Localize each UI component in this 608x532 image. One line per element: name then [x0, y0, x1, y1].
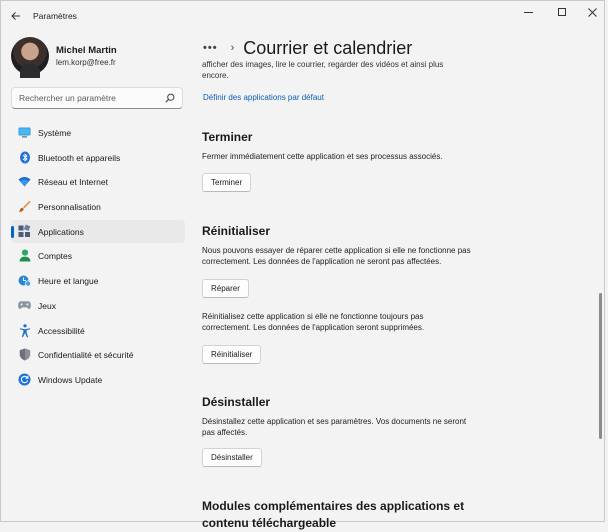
avatar [11, 37, 49, 75]
maximize-icon [558, 8, 566, 16]
sidebar-item-label: Comptes [38, 251, 73, 262]
monitor-icon [18, 126, 31, 139]
vertical-scrollbar[interactable] [599, 293, 602, 439]
sidebar-item-label: Accessibilité [38, 325, 85, 336]
arrow-left-icon [11, 11, 21, 21]
sidebar-item-confidentialite[interactable] [11, 343, 185, 366]
sidebar-item-label: Heure et langue [38, 276, 99, 287]
sidebar-item-label: Réseau et Internet [38, 177, 108, 188]
chevron-right-icon: › [230, 42, 235, 54]
search-input[interactable] [12, 88, 162, 108]
sidebar-item-bluetooth[interactable] [11, 146, 185, 169]
bluetooth-icon [18, 151, 31, 164]
search-box [11, 87, 183, 109]
shield-icon [18, 348, 31, 361]
minimize-icon [524, 12, 533, 13]
apps-icon [18, 225, 31, 238]
repair-button[interactable]: Réparer [202, 279, 249, 298]
sidebar-item-personnalisation[interactable] [11, 195, 185, 218]
gamepad-icon [18, 299, 31, 312]
brush-icon [18, 200, 31, 213]
terminate-heading: Terminer [202, 130, 253, 144]
partial-description: afficher des images, lire le courrier, regarder des vidéos et ainsi plus encore. [202, 60, 444, 80]
sidebar-item-windows-update[interactable] [11, 368, 185, 391]
sidebar-item-label: Confidentialité et sécurité [38, 350, 134, 361]
sidebar-item-comptes[interactable] [11, 244, 185, 267]
breadcrumb [203, 37, 412, 59]
wifi-icon [18, 175, 31, 188]
uninstall-button[interactable]: Désinstaller [202, 448, 262, 467]
sidebar-item-label: Applications [38, 226, 84, 237]
accessibility-icon [18, 324, 31, 337]
sidebar-item-jeux[interactable] [11, 294, 185, 317]
update-icon [18, 373, 31, 386]
sidebar-nav [11, 121, 185, 393]
sidebar-item-label: Système [38, 128, 72, 138]
addons-heading: Modules complémentaires des applications et contenu téléchargeable [202, 499, 465, 530]
close-icon [588, 8, 597, 17]
sidebar-item-label: Personnalisation [38, 202, 101, 213]
reset-description: Réinitialisez cette application si elle ne fonctionne toujours pas correctement. Les données de l'application seront supprimées. [202, 312, 425, 332]
user-email: lem.korp@free.fr [56, 58, 116, 67]
sidebar-item-label: Jeux [38, 300, 56, 311]
reset-heading: Réinitialiser [202, 224, 271, 238]
sidebar-item-applications[interactable] [11, 220, 185, 243]
uninstall-heading: Désinstaller [202, 395, 271, 409]
close-button[interactable] [576, 1, 608, 23]
user-name: Michel Martin [56, 45, 117, 56]
maximize-button[interactable] [546, 1, 578, 23]
sidebar-item-label: Bluetooth et appareils [38, 152, 121, 163]
uninstall-description: Désinstallez cette application et ses paramètres. Vos documents ne seront pas affectés. [202, 417, 467, 437]
breadcrumb-more-button[interactable]: ••• [203, 42, 218, 54]
terminate-button[interactable]: Terminer [202, 173, 251, 192]
sidebar-item-reseau[interactable] [11, 170, 185, 193]
reset-button[interactable]: Réinitialiser [202, 345, 261, 364]
search-icon[interactable] [165, 93, 175, 103]
repair-description: Nous pouvons essayer de réparer cette application si elle ne fonctionne pas correctement. Les données de l'application ne seront pas affectées. [202, 246, 471, 266]
user-profile[interactable] [11, 37, 191, 77]
clock-globe-icon [18, 274, 31, 287]
terminate-description: Fermer immédiatement cette application et ses processus associés. [202, 152, 443, 161]
default-apps-link[interactable]: Définir des applications par défaut [203, 93, 324, 102]
sidebar-item-accessibilite[interactable] [11, 319, 185, 342]
title-bar [1, 1, 604, 31]
page-title: Courrier et calendrier [243, 37, 413, 58]
sidebar-item-systeme[interactable] [11, 121, 185, 144]
main-content [191, 60, 596, 530]
back-button[interactable] [7, 7, 25, 25]
app-title: Paramètres [33, 11, 77, 21]
sidebar-item-label: Windows Update [38, 374, 103, 385]
person-icon [18, 249, 31, 262]
minimize-button[interactable] [512, 1, 544, 23]
sidebar-item-heure[interactable] [11, 269, 185, 292]
